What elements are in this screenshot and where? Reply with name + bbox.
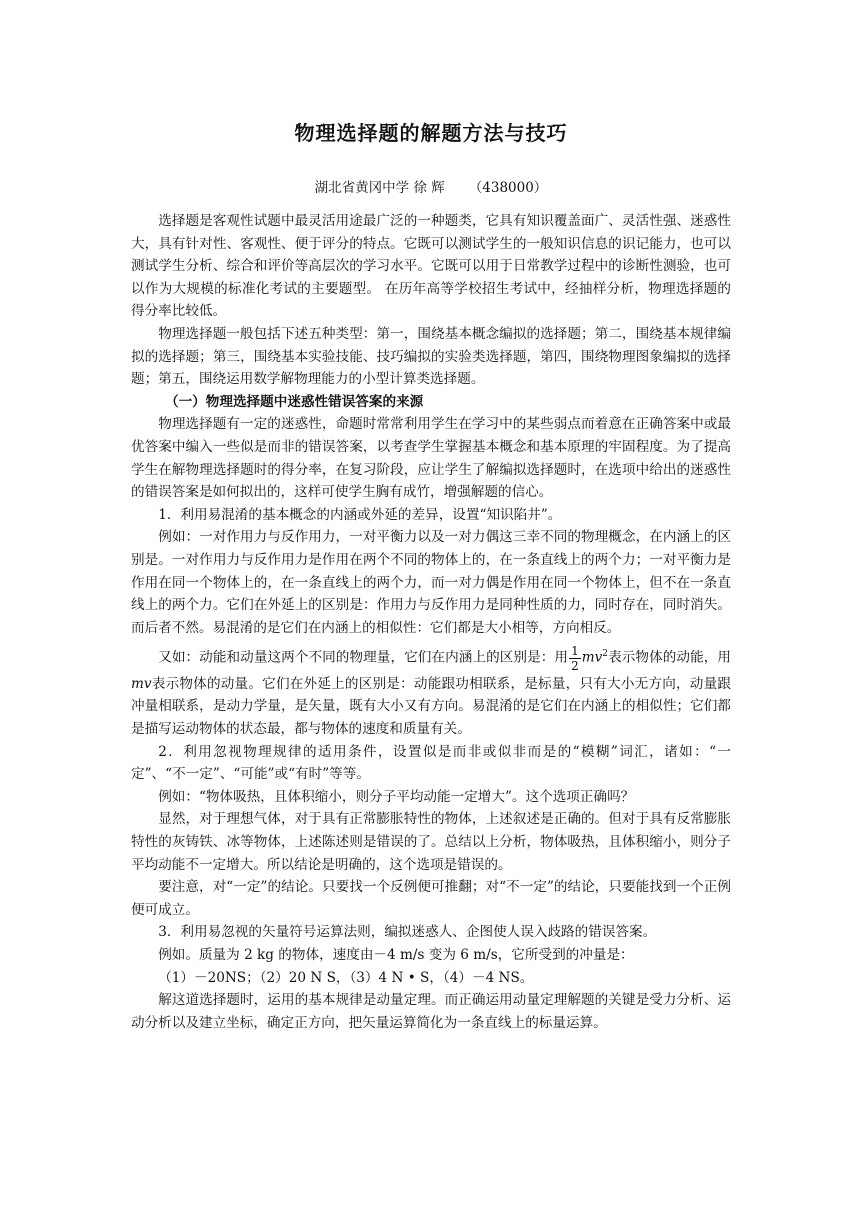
- author-line: [131, 176, 731, 196]
- energy-text-c: 表示物体的动量。它们在外延上的区别是：动能跟功相联系，是标量，只有大小无方向，动量跟冲量相联系，是动力学量，是矢量，既有大小又有方向。易混淆的是它们在内涵上的相似性；它们都是描写运动物体的状态最，都与物体的速度和质量有关。: [131, 675, 731, 737]
- paragraph-solution: 解这道选择题时，运用的基本规律是动量定理。而正确运用动量定理解题的关键是受力分析、运动分析以及建立坐标，确定正方向，把矢量运算简化为一条直线上的标量运算。: [131, 992, 731, 1031]
- formula-mv-momentum: mv: [131, 675, 152, 692]
- section-heading: （一）物理选择题中迷惑性错误答案的来源: [165, 393, 424, 410]
- energy-text-b: 表示物体的动能，用: [608, 649, 731, 666]
- article-body: [131, 210, 731, 1034]
- paragraph-options: （1）－20NS；（2）20 N S，（3）4 N • S，（4）－4 NS。: [158, 969, 534, 986]
- paragraph-point-2: 2．利用忽视物理规律的适用条件，设置似是而非或似非而是的“模糊”词汇，诸如：“一定”、“不一定”、“可能”或“有时”等等。: [131, 743, 731, 783]
- formula-exponent: 2: [602, 649, 609, 660]
- paragraph-example-energy: [131, 643, 731, 740]
- paragraph-example-force: 例如：一对作用力与反作用力，一对平衡力以及一对力偶这三幸不同的物理概念，在内涵上的区别是。一对作用力与反作用力是作用在两个不同的物体上的，在一条直线上的两个力；一对平衡力是作用在同一个物体上的，在一条直线上的两个力，而一对力偶是作用在同一个物体上，但不在一条直线上的两个力。它们在外延上的区别是：作用力与反作用力是同种性质的力，同时存在，同时消失。而后者不然。易混淆的是它们在内涵上的相似性：它们都是大小相等，方向相反。: [131, 529, 731, 636]
- fraction-denominator: 2: [571, 658, 579, 673]
- energy-text-a: 又如：动能和动量这两个不同的物理量，它们在内涵上的区别是：用: [158, 649, 569, 666]
- fraction-one-half: [569, 644, 581, 673]
- paragraph-types: 物理选择题一般包括下述五种类型：第一，围绕基本概念编拟的选择题；第二，围绕基本规律编拟的选择题；第三，围绕基本实验技能、技巧编拟的实验类选择题，第四，围绕物理图象编拟的选择题；第五，围绕运用数学解物理能力的小型计算类选择题。: [131, 325, 731, 388]
- formula-mv: mv: [581, 649, 603, 666]
- paragraph-explanation: 显然，对于理想气体，对于具有正常膨胀特性的物体，上述叙述是正确的。但对于具有反常膨胀特性的灰铸铁、冰等物体，上述陈述则是错误的了。总结以上分析，物体吸热，且体积缩小，则分子平均动能不一定增大。所以结论是明确的，这个选项是错误的。: [131, 811, 731, 873]
- paragraph-confusion: 物理选择题有一定的迷惑性，命题时常常利用学生在学习中的某些弱点而着意在正确答案中或最优答案中编入一些似是而非的错误答案，以考查学生掌握基本概念和基本原理的牢固程度。为了提高学生在解物理选择题时的得分率，在复习阶段，应让学生了解编拟选择题时，在选项中给出的迷惑性的错误答案是如何拟出的，这样可使学生胸有成竹，增强解题的信心。: [131, 416, 731, 501]
- paragraph-intro: 选择题是客观性试题中最灵活用途最广泛的一种题类，它具有知识覆盖面广、灵活性强、迷惑性大，具有针对性、客观性、便于评分的特点。它既可以测试学生的一般知识信息的识记能力，也可以测试学生分析、综合和评价等高层次的学习水平。它既可以用于日常教学过程中的诊断性测验，也可以作为大规模的标准化考试的主要题型。 在历年高等学校招生考试中，经抽样分析，物理选择题的得分率比较低。: [131, 213, 731, 320]
- page-title: 物理选择题的解题方法与技巧: [294, 121, 568, 145]
- paragraph-example-heat: 例如：“物体吸热，且体积缩小，则分子平均动能一定增大”。这个选项正确吗？: [158, 788, 635, 805]
- fraction-numerator: 1: [571, 643, 579, 658]
- paragraph-point-1: 1．利用易混淆的基本概念的内涵或外延的差异，设置“知识陷井”。: [158, 506, 562, 523]
- author-name: 湖北省黄冈中学 徐 辉: [314, 180, 445, 196]
- paragraph-note: 要注意，对“一定”的结论。只要找一个反例便可推翻；对“不一定”的结论，只要能找到一个正例便可成立。: [131, 879, 731, 918]
- postcode: （438000）: [468, 180, 548, 196]
- paragraph-example-impulse: 例如。质量为 2 kg 的物体，速度由－4 m/s 变为 6 m/s，它所受到的冲量是：: [158, 946, 634, 963]
- paragraph-point-3: 3．利用易忽视的矢量符号运算法则，编拟迷惑人、企图使人误入歧路的错误答案。: [158, 924, 657, 941]
